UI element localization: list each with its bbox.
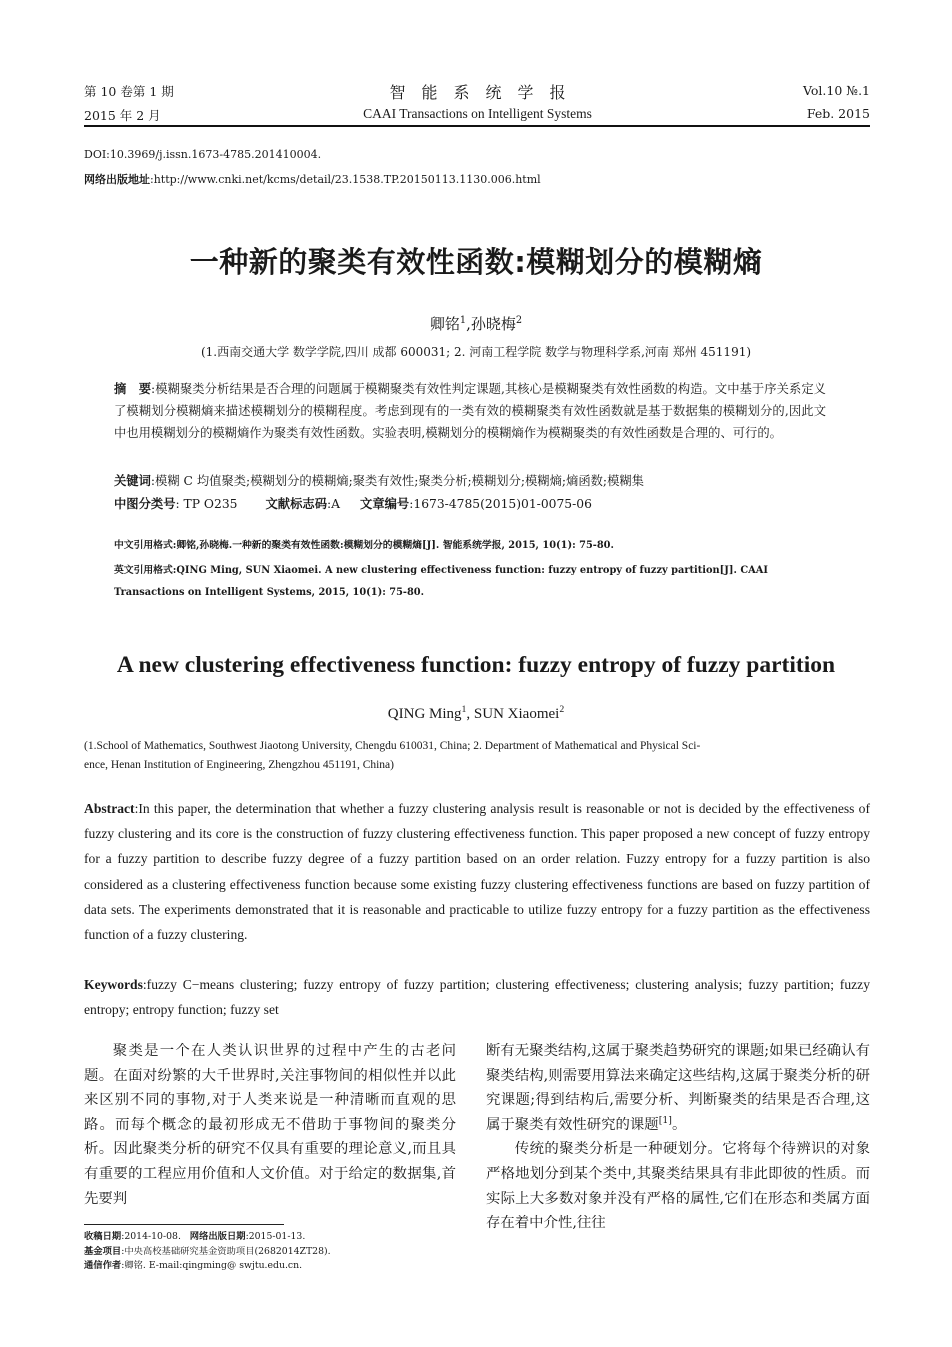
body-right-column [486,1039,870,1236]
body-right-paragraph-2: 传统的聚类分析是一种硬划分。它将每个待辨识的对象严格地划分到某个类中,其聚类结果具有非此即彼的性质。而实际上大多数对象并没有严格的属性,它们在形态和类属方面存在着中介性,往往 [486,1141,870,1232]
footnote-corresponding: 通信作者:卿铭. E-mail:qingming@ swjtu.edu.cn. [84,1260,303,1272]
online-address [84,171,541,187]
abstract-cn: 摘 要:模糊聚类分析结果是否合理的问题属于模糊聚类有效性判定课题,其核心是模糊聚类有效性函数的构造。文中基于序关系定义了模糊划分模糊熵来描述模糊划分的模糊程度。考虑到现有的一类有效的模糊聚类有效性函数就是基于数据集的模糊划分的,因此文中也用模糊划分的模糊熵作为聚类有效性函数。实验表明,模糊划分的模糊熵作为模糊聚类的有效性函数是合理的、可行的。 [114,382,826,440]
volume-issue: 第 10 卷第 1 期 [84,84,174,99]
abstract-en: Abstract:In this paper, the determination that whether a fuzzy clustering analysis result is reasonable or not is decided by the effectiveness of fuzzy clustering and its core is the construction of fuzzy clustering effectiveness function. This paper proposed a new concept of fuzzy entropy for a fuzzy partition to describe fuzzy degree of a fuzzy partition based on an order relation. Fuzzy entropy for a fuzzy partition is also considered as a clustering effectiveness function because some existing fuzzy clustering effectiveness functions are based on fuzzy partition of data sets. The experiments demonstrated that it is reasonable and practicable to utilize fuzzy entropy for a fuzzy partition as the effectiveness function of a fuzzy clustering. [84,801,870,943]
authors-en: QING Ming$^1$, SUN Xiaomei$^2$ [387,704,565,722]
body-left-paragraph: 聚类是一个在人类认识世界的过程中产生的古老问题。在面对纷繁的大千世界时,关注事物间的相似性并以此来区别不同的事物,对于人类来说是一种清晰而直观的思路。而每个概念的最初形成无不借助于事物间的聚类分析。因此聚类分析的研究不仅具有重要的理论意义,而且具有重要的工程应用价值和人文价值。对于给定的数据集,首先要判 [84,1043,456,1207]
keywords-en: Keywords:fuzzy C−means clustering; fuzzy entropy of fuzzy partition; clustering effectiveness; clustering analysis; fuzzy partition; fuzzy entropy; entropy function; fuzzy set [84,977,870,1018]
online-address-label: 网络出版地址 [84,173,150,186]
footnote-dates: 收稿日期:2014-10-08. 网络出版日期:2015-01-13. [84,1231,306,1242]
online-url[interactable]: :http://www.cnki.net/kcms/detail/23.1538.TP.20150113.1130.006.html [150,173,541,186]
keywords-label-en: Keywords [84,977,143,992]
footnote [84,1230,464,1274]
issue-date-en: Feb. 2015 [806,106,870,121]
citation-cn: 中文引用格式:卿铭,孙晓梅.一种新的聚类有效性函数:模糊划分的模糊熵[J]. 智能系统学报, 2015, 10(1): 75-80. [114,540,614,551]
volume-number-en: Vol.10 №.1 [802,83,870,98]
journal-title-en: CAAI Transactions on Intelligent Systems [363,106,592,121]
journal-title-cn: 智 能 系 统 学 报 [389,83,566,102]
footnote-fund: 基金项目:中央高校基础研究基金资助项目(2682014ZT28). [84,1245,331,1257]
affiliation-en: (1.School of Mathematics, Southwest Jiaotong University, Chengdu 610031, China; 2. Department of Mathematical and Physical Sci- ence, Henan Institution of Engineering, Zhengzhou 451191, China) [84,740,701,771]
footnote-rule [84,1224,284,1225]
keywords-label-cn: 关键词 [114,474,151,488]
abstract-label-en: Abstract [84,801,135,816]
citation-en-cont: Transactions on Intelligent Systems, 2015, 10(1): 75-80. [114,587,425,598]
paper-title-en: A new clustering effectiveness function: fuzzy entropy of fuzzy partition [116,652,836,678]
classification-line: 中图分类号: TP O235 文献标志码:A 文章编号:1673-4785(2015)01-0075-06 [114,497,592,511]
issue-date: 2015 年 2 月 [84,108,161,123]
affiliation-cn: (1.西南交通大学 数学学院,四川 成都 600031; 2. 河南工程学院 数学与物理科学系,河南 郑州 451191) [200,345,752,359]
citation-en: 英文引用格式:QING Ming, SUN Xiaomei. A new clustering effectiveness function: fuzzy entropy of fuzzy partition[J]. CAAI [114,565,768,576]
paper-title-cn: 一种新的聚类有效性函数:模糊划分的模糊熵 [189,245,763,279]
abstract-label-cn: 摘 要 [114,382,152,396]
doi: DOI:10.3969/j.issn.1673-4785.201410004. [84,148,322,161]
keywords-cn: 关键词:模糊 C 均值聚类;模糊划分的模糊熵;聚类有效性;聚类分析;模糊划分;模糊熵;熵函数;模糊集 [114,474,644,488]
body-right-paragraph-1: 断有无聚类结构,这属于聚类趋势研究的课题;如果已经确认有聚类结构,则需要用算法来确定这些结构,这属于聚类分析的研究课题;得到结构后,需要分析、判断聚类的结果是否合理,这属于聚类有效性研究的课题[1]。 [486,1043,870,1133]
header-rule [84,125,870,127]
reference-marker[interactable]: [1] [658,1114,672,1126]
authors-cn: 卿铭$^1$,孙晓梅$^2$ [429,315,523,333]
